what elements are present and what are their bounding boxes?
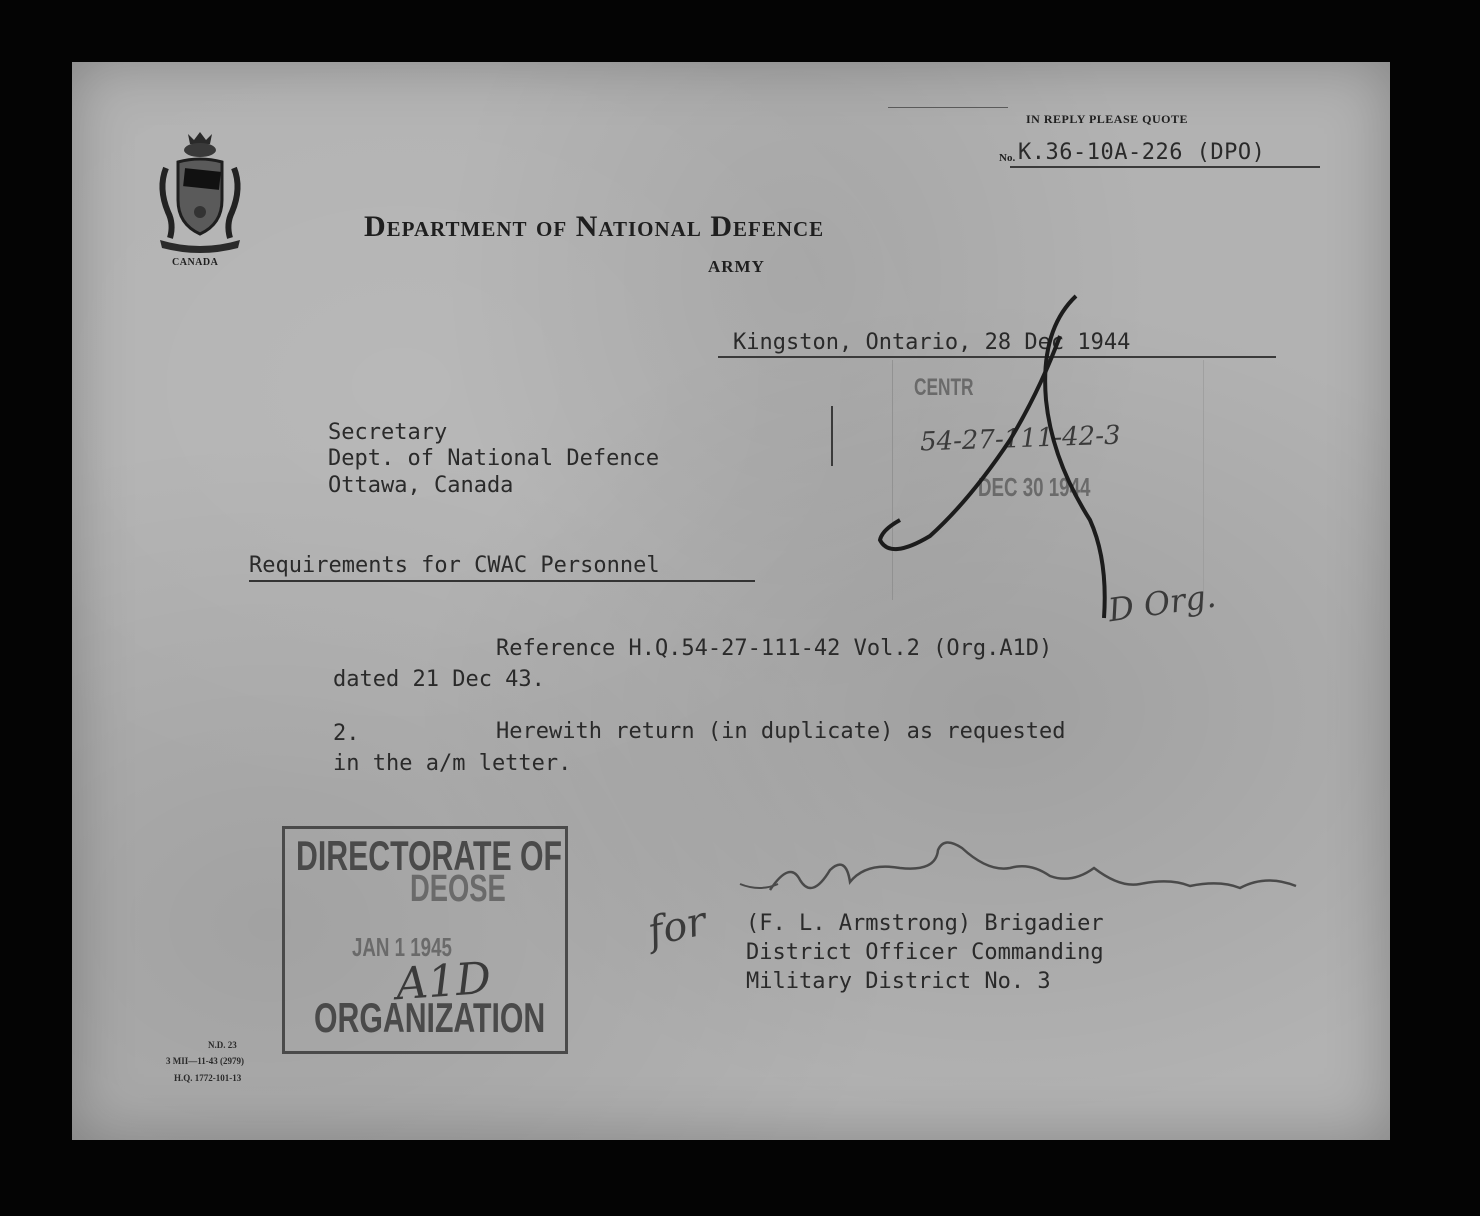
subject-heading: Requirements for CWAC Personnel (249, 553, 660, 578)
form-code-1: N.D. 23 (208, 1040, 237, 1050)
subject-underline (249, 580, 755, 582)
paragraph-2-number: 2. (333, 721, 360, 746)
paragraph-2-line-2: in the a/m letter. (333, 751, 572, 776)
header-rule (888, 107, 1008, 108)
directorate-stamp-line-3: ORGANIZATION (314, 994, 546, 1041)
department-title: Department of National Defence (364, 210, 825, 243)
place-and-date: Kingston, Ontario, 28 Dec 1944 (733, 330, 1131, 355)
file-number-underline (1010, 166, 1320, 168)
paragraph-1-line-1: Reference H.Q.54-27-111-42 Vol.2 (Org.A1D) (496, 636, 1053, 661)
directorate-stamp-line-1: DIRECTORATE OF (296, 832, 563, 879)
place-date-underline (718, 356, 1276, 358)
paragraph-1-line-2: dated 21 Dec 43. (333, 667, 545, 692)
reply-quote-label: IN REPLY PLEASE QUOTE (1026, 112, 1188, 126)
directorate-stamp-handwritten: A1D (394, 952, 493, 1011)
coat-of-arms-icon (150, 128, 250, 258)
file-number-prefix: No. (999, 152, 1016, 164)
paragraph-2-line-1: Herewith return (in duplicate) as requested (496, 719, 1066, 744)
received-stamp-note: D Org. (1105, 576, 1219, 630)
file-number: K.36-10A-226 (DPO) (1018, 140, 1266, 165)
signature-for: for (643, 898, 711, 956)
received-stamp-header: CENTR (914, 374, 974, 401)
received-stamp-date: DEC 30 1944 (978, 472, 1091, 502)
branch-title: ARMY (708, 257, 765, 276)
directorate-stamp-date: JAN 1 1945 (352, 932, 452, 962)
signature-line-3: Military District No. 3 (746, 969, 1051, 994)
signature-line-1: (F. L. Armstrong) Brigadier (746, 911, 1104, 936)
addressee-line-3: Ottawa, Canada (328, 473, 514, 498)
form-code-3: H.Q. 1772-101-13 (174, 1073, 242, 1083)
form-code-2: 3 MII—11-43 (2979) (166, 1056, 244, 1066)
received-stamp-file-ref: 54-27-111-42-3 (919, 420, 1122, 458)
addressee-line-1: Secretary (328, 420, 448, 445)
signature-line-2: District Officer Commanding (746, 940, 1104, 965)
directorate-stamp-line-2: DEOSE (410, 868, 506, 910)
crest-caption: CANADA (172, 257, 219, 268)
addressee-line-2: Dept. of National Defence (328, 446, 660, 471)
